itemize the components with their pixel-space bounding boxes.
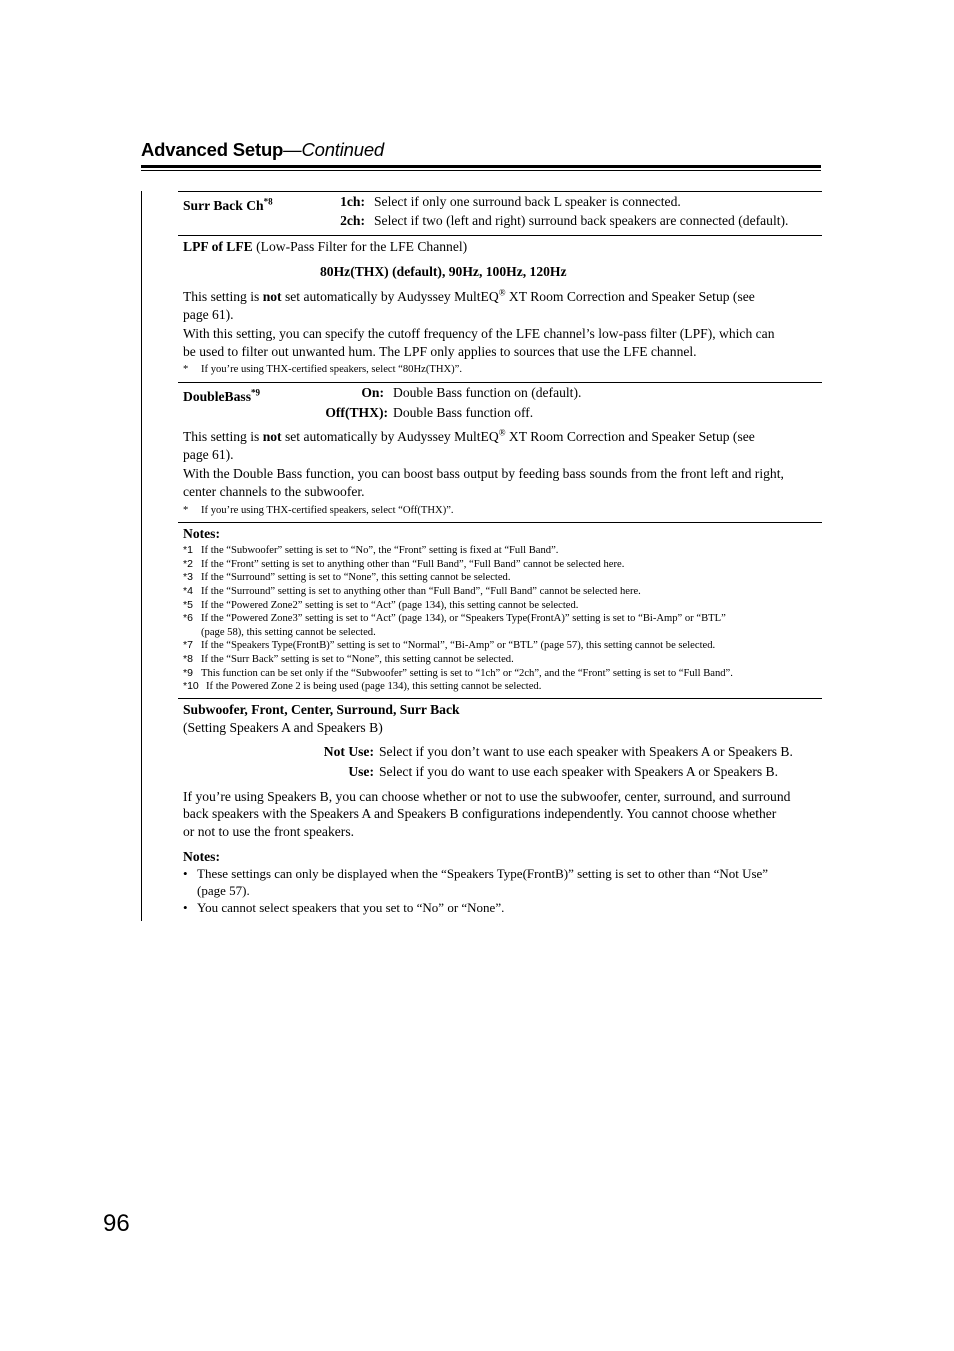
not-use-key: Not Use: xyxy=(323,744,374,759)
lpf-paragraph-1-line-2: page 61). xyxy=(183,307,234,322)
surr-back-opt2-key: 2ch: xyxy=(340,213,365,228)
note-mark: *3 xyxy=(183,571,193,583)
note-mark: *9 xyxy=(183,666,193,679)
lpf-paragraph-1-line-1: This setting is not set automatically by Audyssey MultEQ® XT Room Correction and Speaker Setup (see xyxy=(183,287,755,304)
use-key: Use: xyxy=(348,764,374,779)
speakers-ab-paragraph-line-3: or not to use the front speakers. xyxy=(183,824,355,839)
lpf-values: 80Hz(THX) (default), 90Hz, 100Hz, 120Hz xyxy=(320,264,567,279)
header-continued: —Continued xyxy=(283,139,384,160)
speakers-ab-subtitle: (Setting Speakers A and Speakers B) xyxy=(183,720,383,735)
not-use-text: Select if you don’t want to use each speaker with Speakers A or Speakers B. xyxy=(379,744,793,759)
doublebass-footnote-mark: * xyxy=(183,505,189,516)
note-mark: *8 xyxy=(183,653,193,665)
notes2-bullet-1-line-1: These settings can only be displayed when the “Speakers Type(FrontB)” setting is set to other than “Not Use” xyxy=(197,866,769,881)
doublebass-paragraph-1-line-1: This setting is not set automatically by Audyssey MultEQ® XT Room Correction and Speaker Setup (see xyxy=(183,427,755,444)
page-header xyxy=(141,139,384,161)
notes-title: Notes: xyxy=(183,526,220,541)
doublebass-on-key: On: xyxy=(361,385,384,400)
doublebass-paragraph-1-line-2: page 61). xyxy=(183,447,234,462)
note-mark: *6 xyxy=(183,612,193,624)
use-text: Select if you do want to use each speaker with Speakers A or Speakers B. xyxy=(379,764,779,779)
divider xyxy=(178,235,822,236)
divider xyxy=(178,191,822,192)
divider xyxy=(178,382,822,383)
header-title: Advanced Setup xyxy=(141,139,284,160)
surr-back-opt2-text: Select if two (left and right) surround back speakers are connected (default). xyxy=(374,213,789,228)
note-mark: *5 xyxy=(183,598,193,611)
doublebass-footnote: If you’re using THX-certified speakers, select “Off(THX)”. xyxy=(201,505,454,516)
divider xyxy=(178,522,822,523)
speakers-ab-paragraph-line-1: If you’re using Speakers B, you can choose whether or not to use the subwoofer, center, surround, and surround xyxy=(183,789,791,804)
speakers-ab-title: Subwoofer, Front, Center, Surround, Surr Back xyxy=(183,702,460,717)
lpf-footnote: If you’re using THX-certified speakers, select “80Hz(THX)”. xyxy=(201,364,463,375)
notes-title-2: Notes: xyxy=(183,849,220,864)
note-text: If the “Surr Back” setting is set to “None”, this setting cannot be selected. xyxy=(201,654,514,665)
doublebass-paragraph-2-line-1: With the Double Bass function, you can boost bass output by feeding bass sounds from the front left and right, xyxy=(183,466,784,481)
note-text: If the Powered Zone 2 is being used (page 134), this setting cannot be selected. xyxy=(206,681,542,692)
note-mark: *2 xyxy=(183,557,193,570)
header-rule-thick xyxy=(141,165,821,168)
doublebass-label: DoubleBass$^{*9}$ xyxy=(183,387,260,404)
lpf-paragraph-2-line-2: be used to filter out unwanted hum. The LPF only applies to sources that use the LFE channel. xyxy=(183,344,697,359)
note-text: If the “Powered Zone2” setting is set to “Act” (page 134), this setting cannot be selected. xyxy=(201,599,579,611)
note-text: This function can be set only if the “Subwoofer” setting is set to “1ch” or “2ch”, and the “Front” setting is set to “Full Band”. xyxy=(201,667,733,679)
bullet: • xyxy=(183,900,188,915)
lpf-paragraph-2-line-1: With this setting, you can specify the cutoff frequency of the LFE channel’s low-pass filter (LPF), which can xyxy=(183,326,775,341)
doublebass-off-text: Double Bass function off. xyxy=(393,405,534,420)
note-mark: *10 xyxy=(183,680,199,692)
note-mark: *4 xyxy=(183,585,193,597)
doublebass-off-key: Off(THX): xyxy=(325,405,388,420)
note-text: If the “Powered Zone3” setting is set to “Act” (page 134), or “Speakers Type(FrontA)” setting is set to “Bi-Amp” or “BTL” xyxy=(201,613,726,624)
note-text: (page 58), this setting cannot be selected. xyxy=(201,626,376,638)
note-text: If the “Surround” setting is set to anything other than “Full Band”, “Full Band” cannot be selected here. xyxy=(201,586,641,597)
left-margin-rule xyxy=(141,191,142,921)
note-mark: *1 xyxy=(183,544,193,556)
header-rule-thin xyxy=(141,170,821,171)
note-text: If the “Subwoofer” setting is set to “No”, the “Front” setting is fixed at “Full Band”. xyxy=(201,545,559,556)
doublebass-paragraph-2-line-2: center channels to the subwoofer. xyxy=(183,484,365,499)
note-text: If the “Surround” setting is set to “None”, this setting cannot be selected. xyxy=(201,572,511,583)
note-text: If the “Front” setting is set to anything other than “Full Band”, “Full Band” cannot be selected here. xyxy=(201,558,625,570)
surr-back-opt1-key: 1ch: xyxy=(340,194,365,209)
note-mark: *7 xyxy=(183,639,193,651)
bullet: • xyxy=(183,866,188,881)
surr-back-label: Surr Back Ch$^{*8}$ xyxy=(183,196,273,213)
page-number: 96 xyxy=(103,1210,130,1237)
notes2-bullet-1-line-2: (page 57). xyxy=(197,883,250,898)
surr-back-opt1-text: Select if only one surround back L speaker is connected. xyxy=(374,194,681,209)
lpf-heading: LPF of LFE (Low-Pass Filter for the LFE Channel) xyxy=(183,239,468,254)
note-text: If the “Speakers Type(FrontB)” setting is set to “Normal”, “Bi-Amp” or “BTL” (page 57), this setting cannot be selected. xyxy=(201,640,716,651)
doublebass-on-text: Double Bass function on (default). xyxy=(393,385,582,400)
notes2-bullet-2: You cannot select speakers that you set to “No” or “None”. xyxy=(197,900,505,915)
lpf-footnote-mark: * xyxy=(183,364,189,375)
speakers-ab-paragraph-line-2: back speakers with the Speakers A and Speakers B configurations independently. You cannot choose whether xyxy=(183,806,777,821)
divider xyxy=(178,698,822,699)
